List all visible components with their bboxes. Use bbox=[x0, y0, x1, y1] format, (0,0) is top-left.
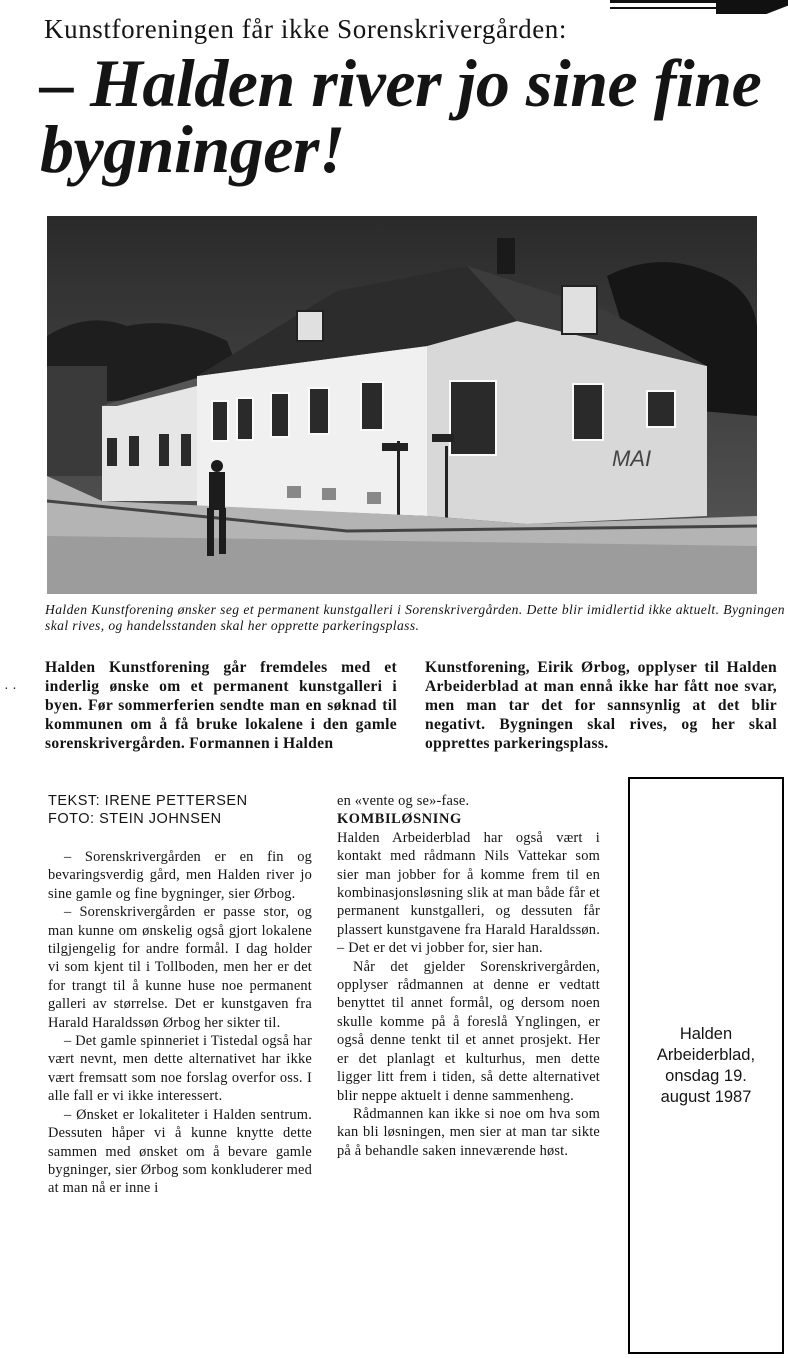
byline bbox=[48, 792, 248, 828]
body-paragraph: – Ønsket er lokaliteter i Halden sentrum. Dessuten håper vi å kunne knytte dette sammen med ønsket om å bevare gamle bygninger, sier Ørbog som konkluderer med at man nå er inne i bbox=[48, 1106, 312, 1197]
graffiti-text: MAI bbox=[612, 446, 652, 471]
article-kicker: Kunstforeningen får ikke Sorenskrivergården: bbox=[44, 14, 567, 44]
byline-photo-credit: FOTO: STEIN JOHNSEN bbox=[48, 811, 222, 827]
source-annotation-text bbox=[636, 1024, 776, 1108]
section-subhead: KOMBILØSNING bbox=[337, 811, 462, 828]
article-headline: – Halden river jo sine fine bygninger! bbox=[40, 45, 762, 187]
source-annotation-box bbox=[628, 777, 784, 1354]
source-line: Arbeiderblad, bbox=[656, 1045, 756, 1064]
body-paragraph: en «vente og se»-fase. bbox=[337, 793, 470, 809]
print-speck: · · bbox=[4, 682, 17, 697]
newspaper-logo-fragment bbox=[716, 0, 788, 14]
body-paragraph: Halden Arbeiderblad har også vært i kontakt med rådmann Nils Vattekar som sier man jobber for å komme frem til en kombinasjonsløsning slik at man både får et permanent kunstgalleri, og dessuten får plassert kunstgavene fra Harald Haraldssøn. – Det er det vi jobber for, sier han. bbox=[337, 829, 600, 957]
body-paragraph: – Sorenskrivergården er en fin og bevaringsverdig gård, men Halden river jo sine gamle og fine bygninger, sier Ørbog. bbox=[48, 849, 312, 902]
source-line: august 1987 bbox=[660, 1087, 752, 1106]
body-paragraph: Når det gjelder Sorenskrivergården, opplyser rådmannen at denne er vedtatt benyttet til annet formål, og dersom noen skulle komme på å foreslå Ynglingen, er også denne tenkt til et annet prosjekt. Her er det planlagt et kulturhus, men dette ligger litt frem i tiden, så dette alternativet blir neppe aktuelt i denne sammenheng. bbox=[337, 958, 600, 1104]
body-column-1 bbox=[48, 848, 312, 1198]
source-line: Halden bbox=[679, 1024, 733, 1043]
body-paragraph: Rådmannen kan ikke si noe om hva som kan bli løsningen, men sier at man tar sikte på å behandle saken inneværende høst. bbox=[337, 1105, 600, 1159]
photo-caption: Halden Kunstforening ønsker seg et permanent kunstgalleri i Sorenskrivergården. Dette blir imidlertid ikke aktuelt. Bygningen skal rives, og handelsstanden skal her opprette parkeringsplass. bbox=[45, 602, 785, 633]
article-photo bbox=[47, 216, 757, 594]
lead-paragraph-col1: Halden Kunstforening går fremdeles med et inderlig ønske om et permanent kunstgalleri i byen. Før sommerferien sendte man en søknad til kommunen om å få bruke lokalene i den gamle sorenskrivergården. Formannen i Halden bbox=[45, 659, 397, 752]
byline-text-credit: TEKST: IRENE PETTERSEN bbox=[48, 793, 248, 809]
source-line: onsdag 19. bbox=[665, 1066, 747, 1085]
body-paragraph: – Det gamle spinneriet i Tistedal også har vært nevnt, men dette alternativet har ikke vært fremsatt som noe forslag overfor oss. I alle fall er vi ikke interessert. bbox=[48, 1033, 312, 1105]
body-column-2 bbox=[337, 792, 600, 1160]
lead-paragraph-col2: Kunstforening, Eirik Ørbog, opplyser til Halden Arbeiderblad at man ennå ikke har fått noe svar, men man tar det for sannsynlig at det blir negativt. Bygningen skal rives, og her skal opprettes parkeringsplass. bbox=[425, 659, 777, 752]
body-paragraph: – Sorenskrivergården er passe stor, og man kunne om ønskelig også gjort lokalene tilgjengelig for andre formål. I dag holder vi som kjent til i Tollboden, men her er det for trangt til å kunne huse noe permanent galleri av størrelse. Det er kunstgaven fra Harald Haraldssøn Ørbog her sikter til. bbox=[48, 904, 312, 1031]
